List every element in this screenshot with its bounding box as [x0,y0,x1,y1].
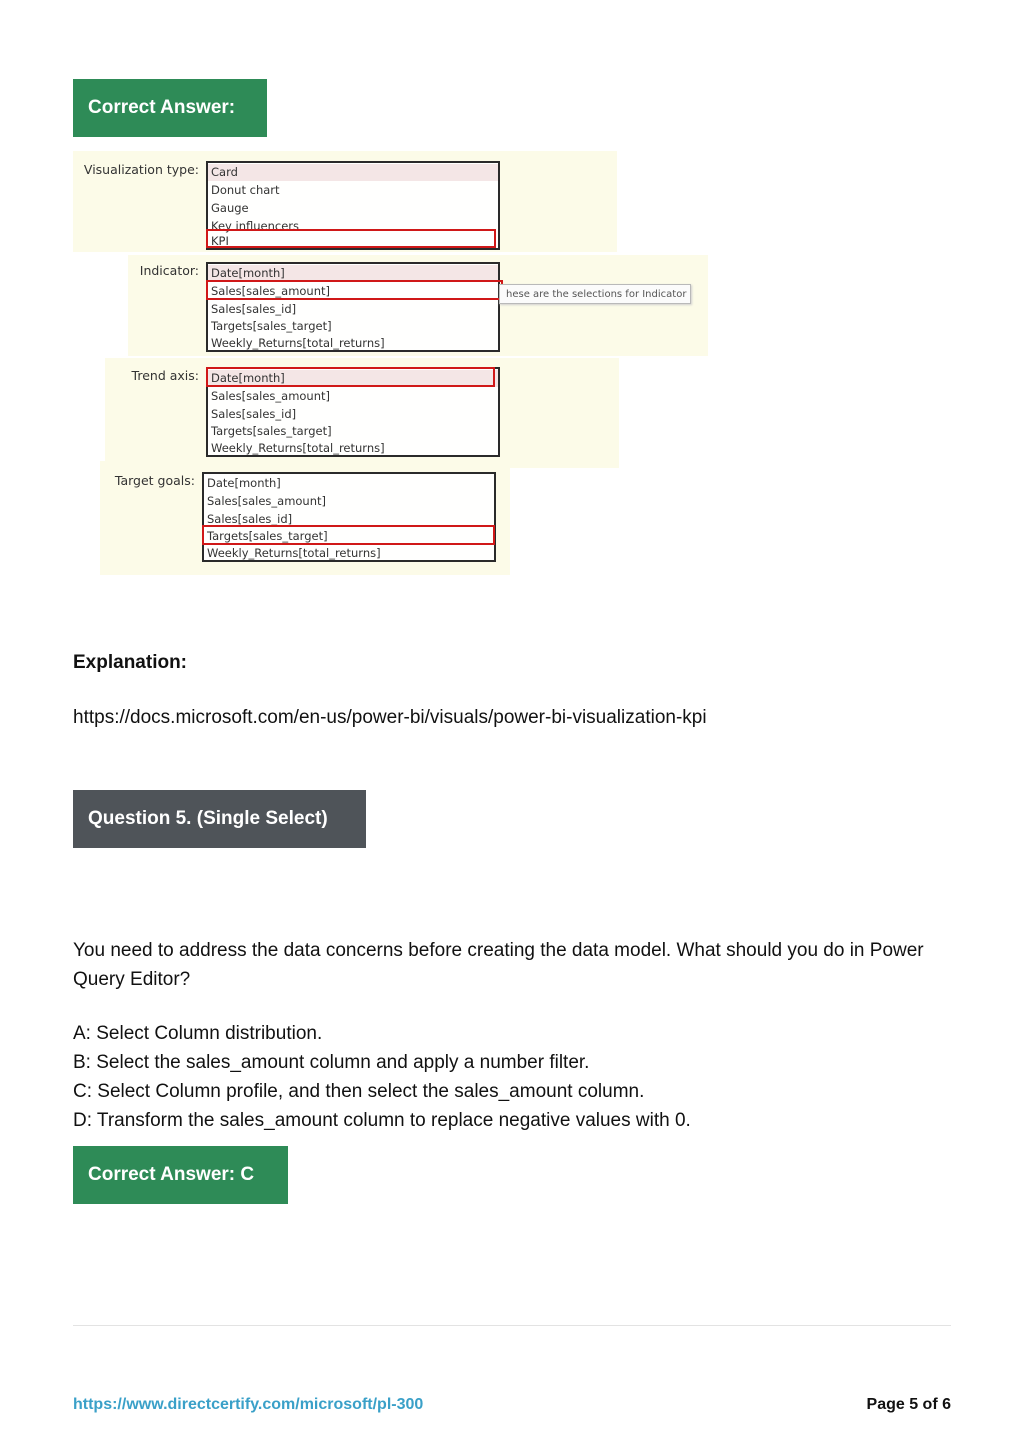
list-item[interactable]: Donut chart [211,183,280,197]
target-goals-label: Target goals: [114,473,195,488]
list-item-selected[interactable]: Date[month] [208,370,498,387]
list-item[interactable]: Date[month] [207,476,281,490]
question-badge: Question 5. (Single Select) [73,790,366,848]
list-item[interactable]: Sales[sales_id] [207,512,293,526]
list-item[interactable]: Weekly_Returns[total_returns] [207,546,381,560]
option-d: D: Transform the sales_amount column to replace negative values with 0. [73,1110,691,1131]
footer-link[interactable]: https://www.directcertify.com/microsoft/pl-300 [73,1396,424,1413]
kpi-settings-figure [73,151,713,579]
selection-highlight [206,280,503,300]
list-item[interactable]: Targets[sales_target] [211,319,332,333]
list-item[interactable]: Date[month] [208,265,498,282]
list-item[interactable]: Weekly_Returns[total_returns] [211,441,385,455]
visualization-type-label: Visualization type: [83,162,199,177]
list-item-selected[interactable]: Targets[sales_target] [207,529,328,543]
target-goals-listbox[interactable] [202,472,496,562]
list-item-selected[interactable]: KPI [211,234,229,248]
list-item[interactable]: Card [208,164,498,181]
page-number: Page 5 of 6 [866,1396,951,1413]
answer-options [73,1019,691,1135]
list-item[interactable]: Sales[sales_amount] [211,389,331,403]
list-item-selected[interactable]: Sales[sales_amount] [211,284,331,298]
list-item[interactable]: Key influencers [211,219,300,233]
explanation-link[interactable]: https://docs.microsoft.com/en-us/power-bi/visuals/power-bi-visualization-kpi [73,707,707,728]
indicator-tooltip: hese are the selections for Indicator [499,284,691,304]
list-item[interactable]: Sales[sales_id] [211,407,297,421]
list-item[interactable]: Targets[sales_target] [211,424,332,438]
list-item[interactable]: Weekly_Returns[total_returns] [211,336,385,350]
list-item[interactable]: Sales[sales_id] [211,302,297,316]
list-item[interactable]: Gauge [211,201,249,215]
indicator-label: Indicator: [139,263,199,278]
option-b: B: Select the sales_amount column and apply a number filter. [73,1052,590,1073]
explanation-heading: Explanation: [73,652,188,673]
indicator-listbox[interactable] [206,262,500,352]
trend-axis-label: Trend axis: [131,368,199,383]
option-c: C: Select Column profile, and then select the sales_amount column. [73,1081,645,1102]
question-text: You need to address the data concerns before creating the data model. What should you do in Power Query Editor? [73,940,924,990]
correct-answer-badge: Correct Answer: C [73,1146,288,1204]
selection-highlight [202,525,495,545]
footer-divider [73,1325,951,1326]
selection-highlight [206,229,496,248]
selection-highlight [206,367,495,387]
correct-answer-badge: Correct Answer: [73,79,267,137]
list-item[interactable]: Sales[sales_amount] [207,494,327,508]
option-a: A: Select Column distribution. [73,1023,323,1044]
